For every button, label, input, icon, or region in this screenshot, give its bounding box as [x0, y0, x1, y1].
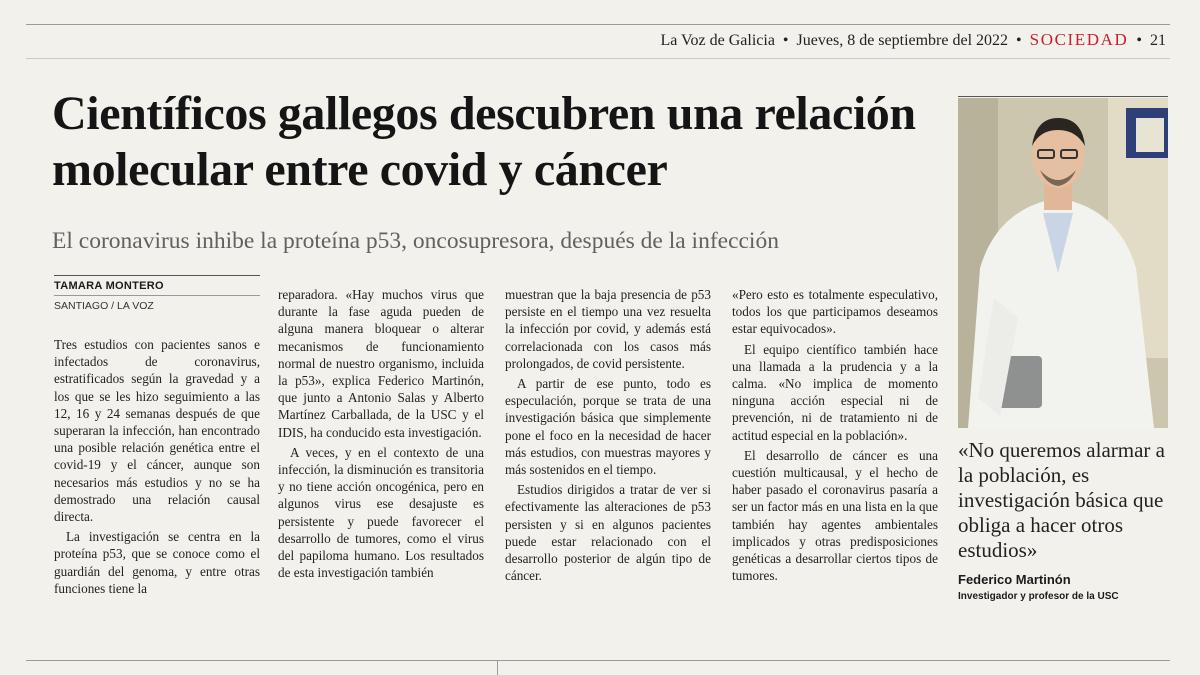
byline-rule-top [54, 275, 260, 276]
article-column-4 [732, 286, 938, 584]
pull-quote: «No queremos alarmar a la población, es investigación básica que obliga a hacer otros estudios» [958, 438, 1165, 562]
paragraph: A veces, y en el contexto de una infección, la disminución es transitoria y no tiene acción oncogénica, pero en algunos virus ese desajuste es persistente y puede favorecer el desarrollo de tumores, como el virus del papiloma humano. Los resultados de esta investigación también [278, 444, 484, 581]
photo-rule [958, 96, 1168, 97]
paragraph: El desarrollo de cáncer es una cuestión multicausal, y el hecho de haber pasado el coronavirus pasaría a ser un factor más en una lista en la que también hay agentes ambientales implicados y otras predisposiciones genéticas a desarrollar ciertos tipos de tumores. [732, 447, 938, 584]
paragraph: El equipo científico también hace una llamada a la prudencia y a la calma. «No implica de momento ninguna acción especial ni de prevención, ni de tratamiento ni de actitud especial en la población». [732, 341, 938, 443]
article-column-1 [54, 336, 260, 597]
paragraph: Tres estudios con pacientes sanos e infectados de coronavirus, estratificados según la gravedad y a los que se les hizo seguimiento a las 12, 16 y 24 semanas después de que superaran la infección, han encontrado una posible relación genética entre el covid-19 y el cáncer, aunque son necesarios más estudios y no se ha demostrado una relación causal directa. [54, 337, 260, 525]
byline-rule-mid [54, 295, 260, 296]
portrait-illustration [958, 98, 1168, 428]
paragraph: A partir de ese punto, todo es especulación, porque se trata de una investigación básica que simplemente pone el foco en la necesidad de hacer más estudios, con muestras mayores y más sostenidos en el tiempo. [505, 376, 711, 478]
masthead-section: SOCIEDAD [1029, 30, 1129, 49]
header-rule [26, 24, 1170, 25]
paragraph: reparadora. «Hay muchos virus que durante la fase aguda pueden de alguna manera bloquear o alterar mecanismos de funcionamiento normal de nuestro organismo, incluida la p53», explica Federico Martinón, que junto a Antonio Salas y Alberto Martínez Carballada, de la USC y el IDIS, ha conducido esta investigación. [278, 287, 484, 440]
paragraph: Estudios dirigidos a tratar de ver si efectivamente las alteraciones de p53 persisten y si en algunos pacientes puede estar relacionado con el desarrollo posterior de algún tipo de cáncer. [505, 482, 711, 584]
paragraph: La investigación se centra en la proteína p53, que se conoce como el guardián del genoma, y entre otras funciones tiene la [54, 529, 260, 596]
masthead: La Voz de Galicia • Jueves, 8 de septiembre del 2022 • SOCIEDAD • 21 [660, 30, 1166, 49]
masthead-paper: La Voz de Galicia [660, 32, 775, 49]
quote-attribution-role: Investigador y profesor de la USC [958, 591, 1119, 602]
article-subhead: El coronavirus inhibe la proteína p53, oncosupresora, después de la infección [52, 228, 779, 254]
article-column-3 [505, 286, 711, 584]
quote-attribution-name: Federico Martinón [958, 572, 1071, 587]
portrait-photo [958, 98, 1168, 428]
paragraph: muestran que la baja presencia de p53 persiste en el tiempo una vez resuelta la infección por covid, y además está correlacionada con los casos más prolongados, de covid persistente. [505, 287, 711, 371]
article-headline: Científicos gallegos descubren una relación molecular entre covid y cáncer [52, 87, 916, 196]
masthead-page-number: 21 [1150, 32, 1166, 49]
paragraph: «Pero esto es totalmente especulativo, todos los que participamos deseamos estar equivocados». [732, 287, 938, 337]
masthead-date: Jueves, 8 de septiembre del 2022 [796, 32, 1009, 49]
header-rule-lower [26, 58, 1170, 59]
article-column-2 [278, 286, 484, 581]
footer-rule [26, 660, 1170, 661]
footer-tick [497, 660, 498, 675]
byline-author: TAMARA MONTERO [54, 280, 164, 292]
byline-place: SANTIAGO / LA VOZ [54, 300, 154, 312]
